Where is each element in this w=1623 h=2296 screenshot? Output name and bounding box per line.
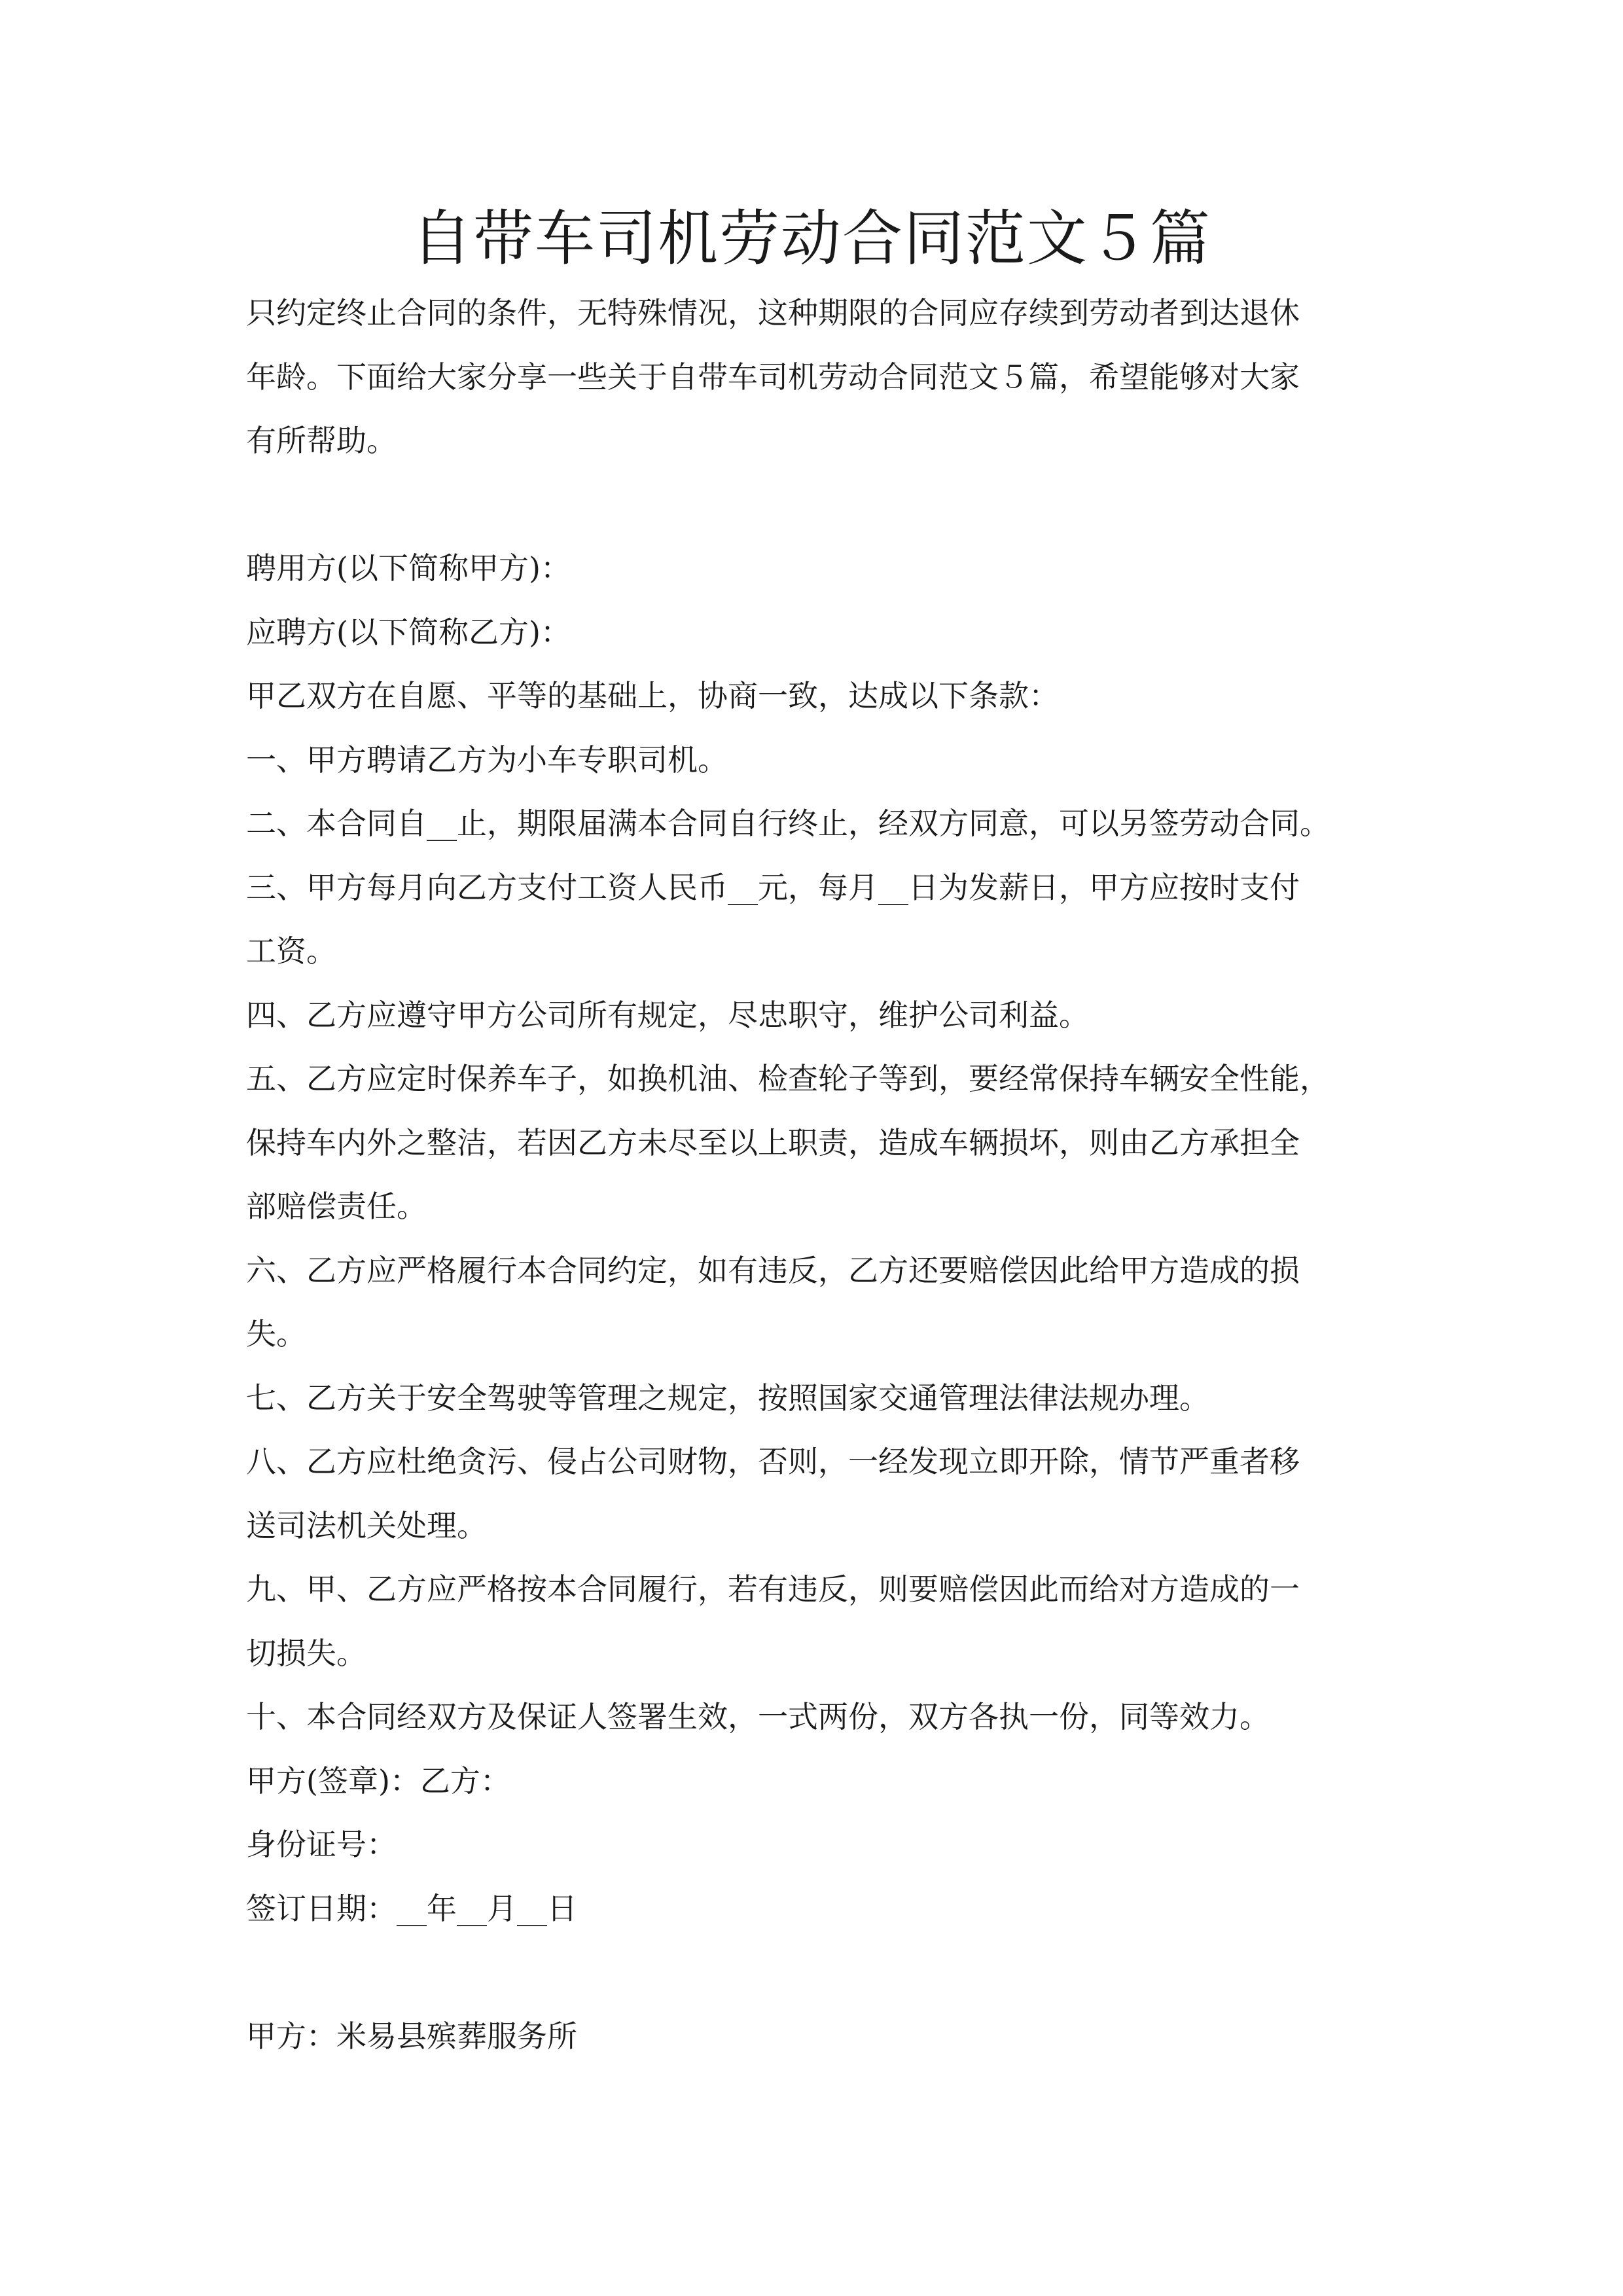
clause-10 bbox=[246, 1685, 1385, 1749]
clause-line: 部赔偿责任。 bbox=[246, 1189, 427, 1224]
clause-line: 九、甲、乙方应严格按本合同履行，若有违反，则要赔偿因此而给对方造成的一 bbox=[246, 1571, 1300, 1607]
clause-6 bbox=[246, 1239, 1385, 1367]
clause-list bbox=[246, 728, 1385, 1749]
id-number-line: 身份证号： bbox=[246, 1827, 397, 1862]
clause-line: 六、乙方应严格履行本合同约定，如有违反，乙方还要赔偿因此给甲方造成的损 bbox=[246, 1252, 1300, 1288]
intro-line: 年龄。下面给大家分享一些关于自带车司机劳动合同范文５篇，希望能够对大家 bbox=[246, 359, 1300, 395]
clause-line: 送司法机关处理。 bbox=[246, 1507, 487, 1543]
clause-8 bbox=[246, 1430, 1385, 1558]
signature-party-line: 甲方(签章)：乙方： bbox=[246, 1763, 510, 1799]
footer-party-line: 甲方：米易县殡葬服务所 bbox=[246, 2018, 577, 2054]
document-title: 自带车司机劳动合同范文５篇 bbox=[411, 204, 1211, 274]
clause-line: 四、乙方应遵守甲方公司所有规定，尽忠职守，维护公司利益。 bbox=[246, 997, 1089, 1033]
intro-paragraph bbox=[246, 281, 1385, 473]
clause-2 bbox=[246, 792, 1385, 856]
clause-line: 切损失。 bbox=[246, 1635, 366, 1671]
clause-line: 七、乙方关于安全驾驶等管理之规定，按照国家交通管理法律法规办理。 bbox=[246, 1380, 1209, 1416]
clause-line: 五、乙方应定时保养车子，如换机油、检查轮子等到，要经常保持车辆安全性能， bbox=[246, 1061, 1330, 1096]
signature-block bbox=[246, 1749, 1385, 1941]
intro-line: 有所帮助。 bbox=[246, 423, 397, 458]
clause-line: 二、本合同自__止，期限届满本合同自行终止，经双方同意，可以另签劳动合同。 bbox=[246, 806, 1330, 841]
intro-line: 只约定终止合同的条件，无特殊情况，这种期限的合同应存续到劳动者到达退休 bbox=[246, 295, 1300, 331]
clause-5 bbox=[246, 1047, 1385, 1239]
blank-line bbox=[246, 1941, 1385, 2005]
clause-7 bbox=[246, 1367, 1385, 1431]
clause-line: 工资。 bbox=[246, 933, 336, 969]
document-body bbox=[246, 281, 1385, 2068]
clause-1 bbox=[246, 728, 1385, 793]
clause-line: 十、本合同经双方及保证人签署生效，一式两份，双方各执一份，同等效力。 bbox=[246, 1699, 1270, 1734]
clause-line: 失。 bbox=[246, 1316, 306, 1352]
clause-line: 一、甲方聘请乙方为小车专职司机。 bbox=[246, 742, 728, 778]
employee-party-line: 应聘方(以下简称乙方)： bbox=[246, 614, 571, 650]
clause-line: 三、甲方每月向乙方支付工资人民币__元，每月__日为发薪日，甲方应按时支付 bbox=[246, 869, 1300, 905]
clause-line: 八、乙方应杜绝贪污、侵占公司财物，否则，一经发现立即开除，情节严重者移 bbox=[246, 1444, 1300, 1479]
signing-date-line: 签订日期：__年__月__日 bbox=[246, 1890, 577, 1926]
clause-line: 保持车内外之整洁，若因乙方未尽至以上职责，造成车辆损坏，则由乙方承担全 bbox=[246, 1124, 1300, 1160]
clause-9 bbox=[246, 1558, 1385, 1685]
clause-4 bbox=[246, 984, 1385, 1048]
clause-3 bbox=[246, 856, 1385, 984]
blank-line bbox=[246, 473, 1385, 537]
preamble: 甲乙双方在自愿、平等的基础上，协商一致，达成以下条款： bbox=[246, 678, 1059, 713]
employer-party-line: 聘用方(以下简称甲方)： bbox=[246, 550, 571, 586]
